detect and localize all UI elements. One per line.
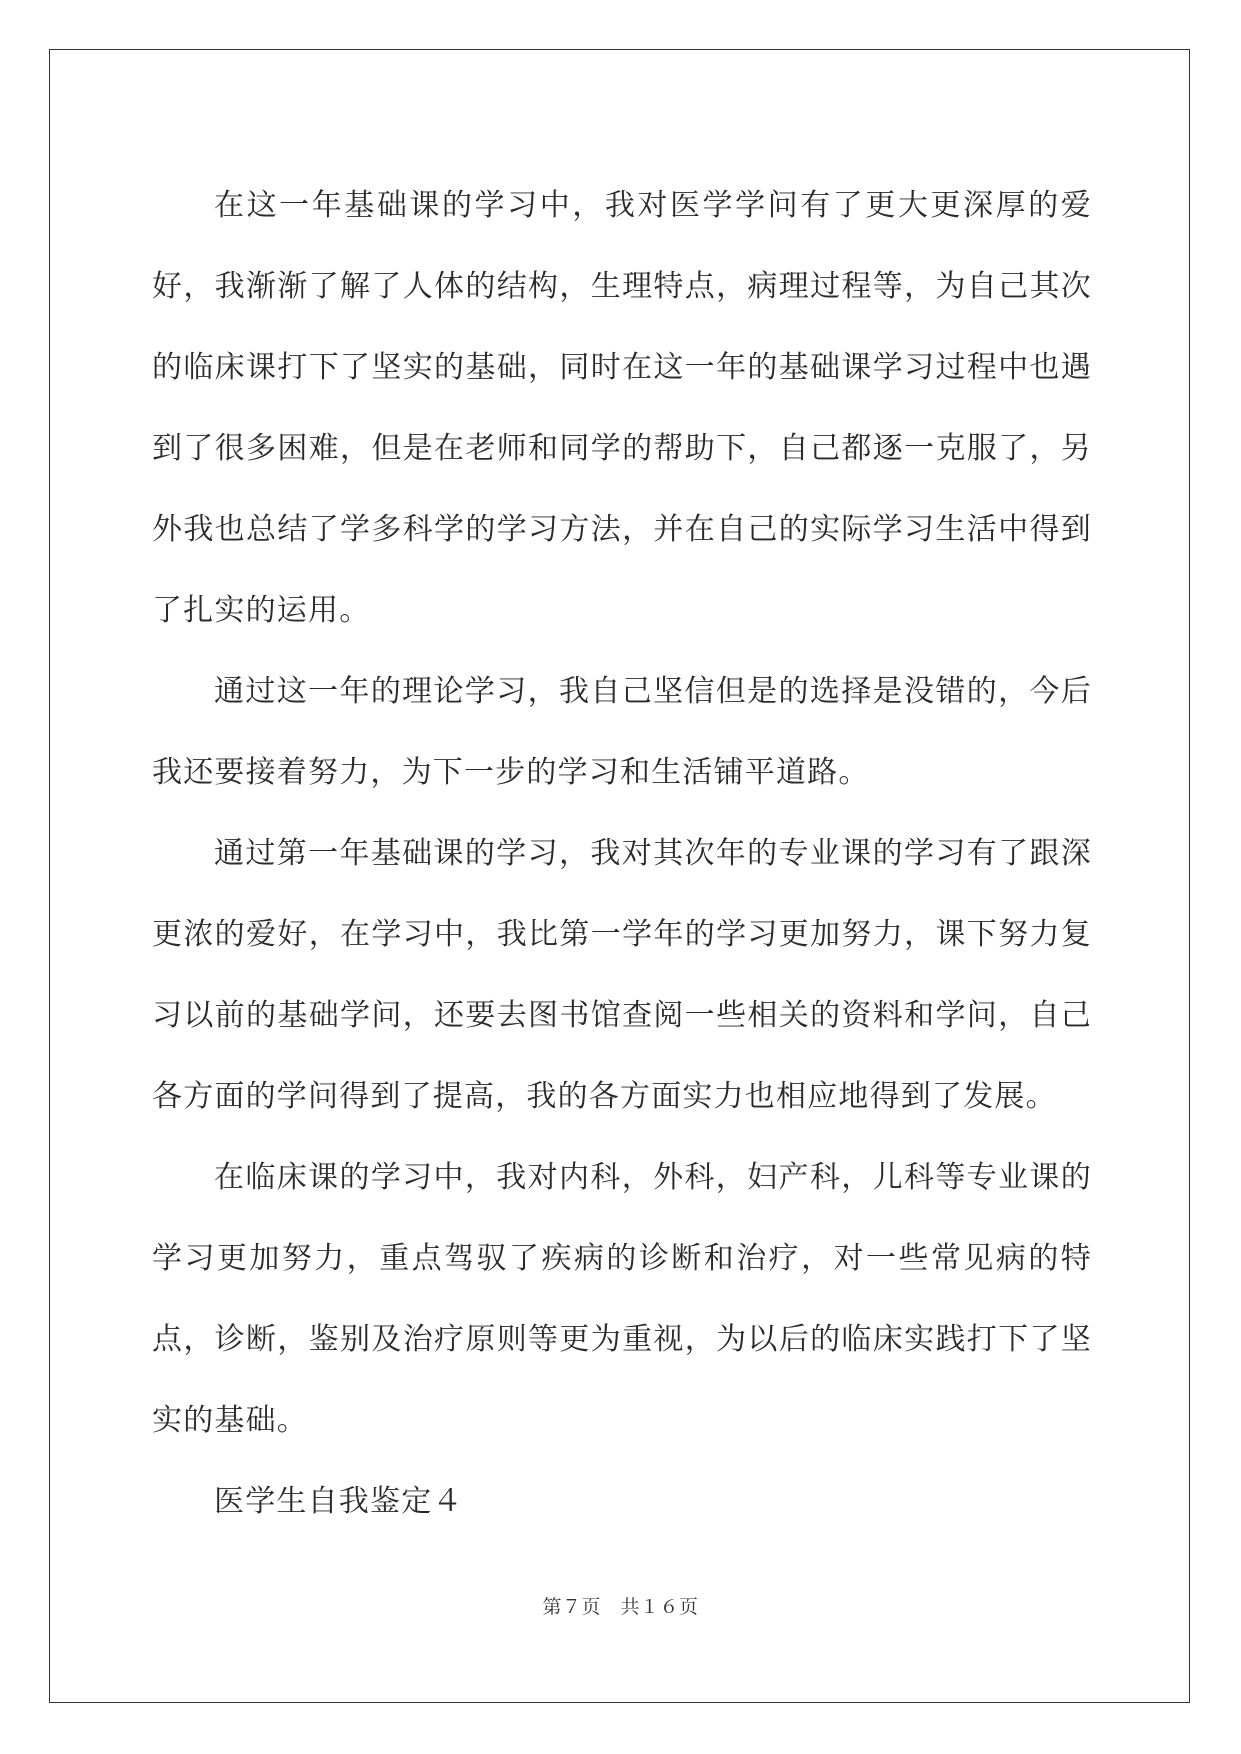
paragraph-3: 通过第一年基础课的学习，我对其次年的专业课的学习有了跟深更浓的爱好，在学习中，我比第一学年的学习更加努力，课下努力复习以前的基础学问，还要去图书馆查阅一些相关的资料和学问，自己各方面的学问得到了提高，我的各方面实力也相应地得到了发展。: [152, 836, 1092, 1114]
document-body: [152, 165, 1092, 1542]
paragraph-1: 在这一年基础课的学习中，我对医学学问有了更大更深厚的爱好，我渐渐了解了人体的结构，生理特点，病理过程等，为自己其次的临床课打下了坚实的基础，同时在这一年的基础课学习过程中也遇到了很多困难，但是在老师和同学的帮助下，自己都逐一克服了，另外我也总结了学多科学的学习方法，并在自己的实际学习生活中得到了扎实的运用。: [152, 188, 1092, 628]
paragraph-4: 在临床课的学习中，我对内科，外科，妇产科，儿科等专业课的学习更加努力，重点驾驭了疾病的诊断和治疗，对一些常见病的特点，诊断，鉴别及治疗原则等更为重视，为以后的临床实践打下了坚实的基础。: [152, 1160, 1092, 1438]
page-footer: 第７页 共１６页: [542, 1596, 699, 1618]
section-heading: 医学生自我鉴定４: [214, 1484, 464, 1519]
paragraph-2: 通过这一年的理论学习，我自己坚信但是的选择是没错的，今后我还要接着努力，为下一步的学习和生活铺平道路。: [152, 674, 1092, 790]
